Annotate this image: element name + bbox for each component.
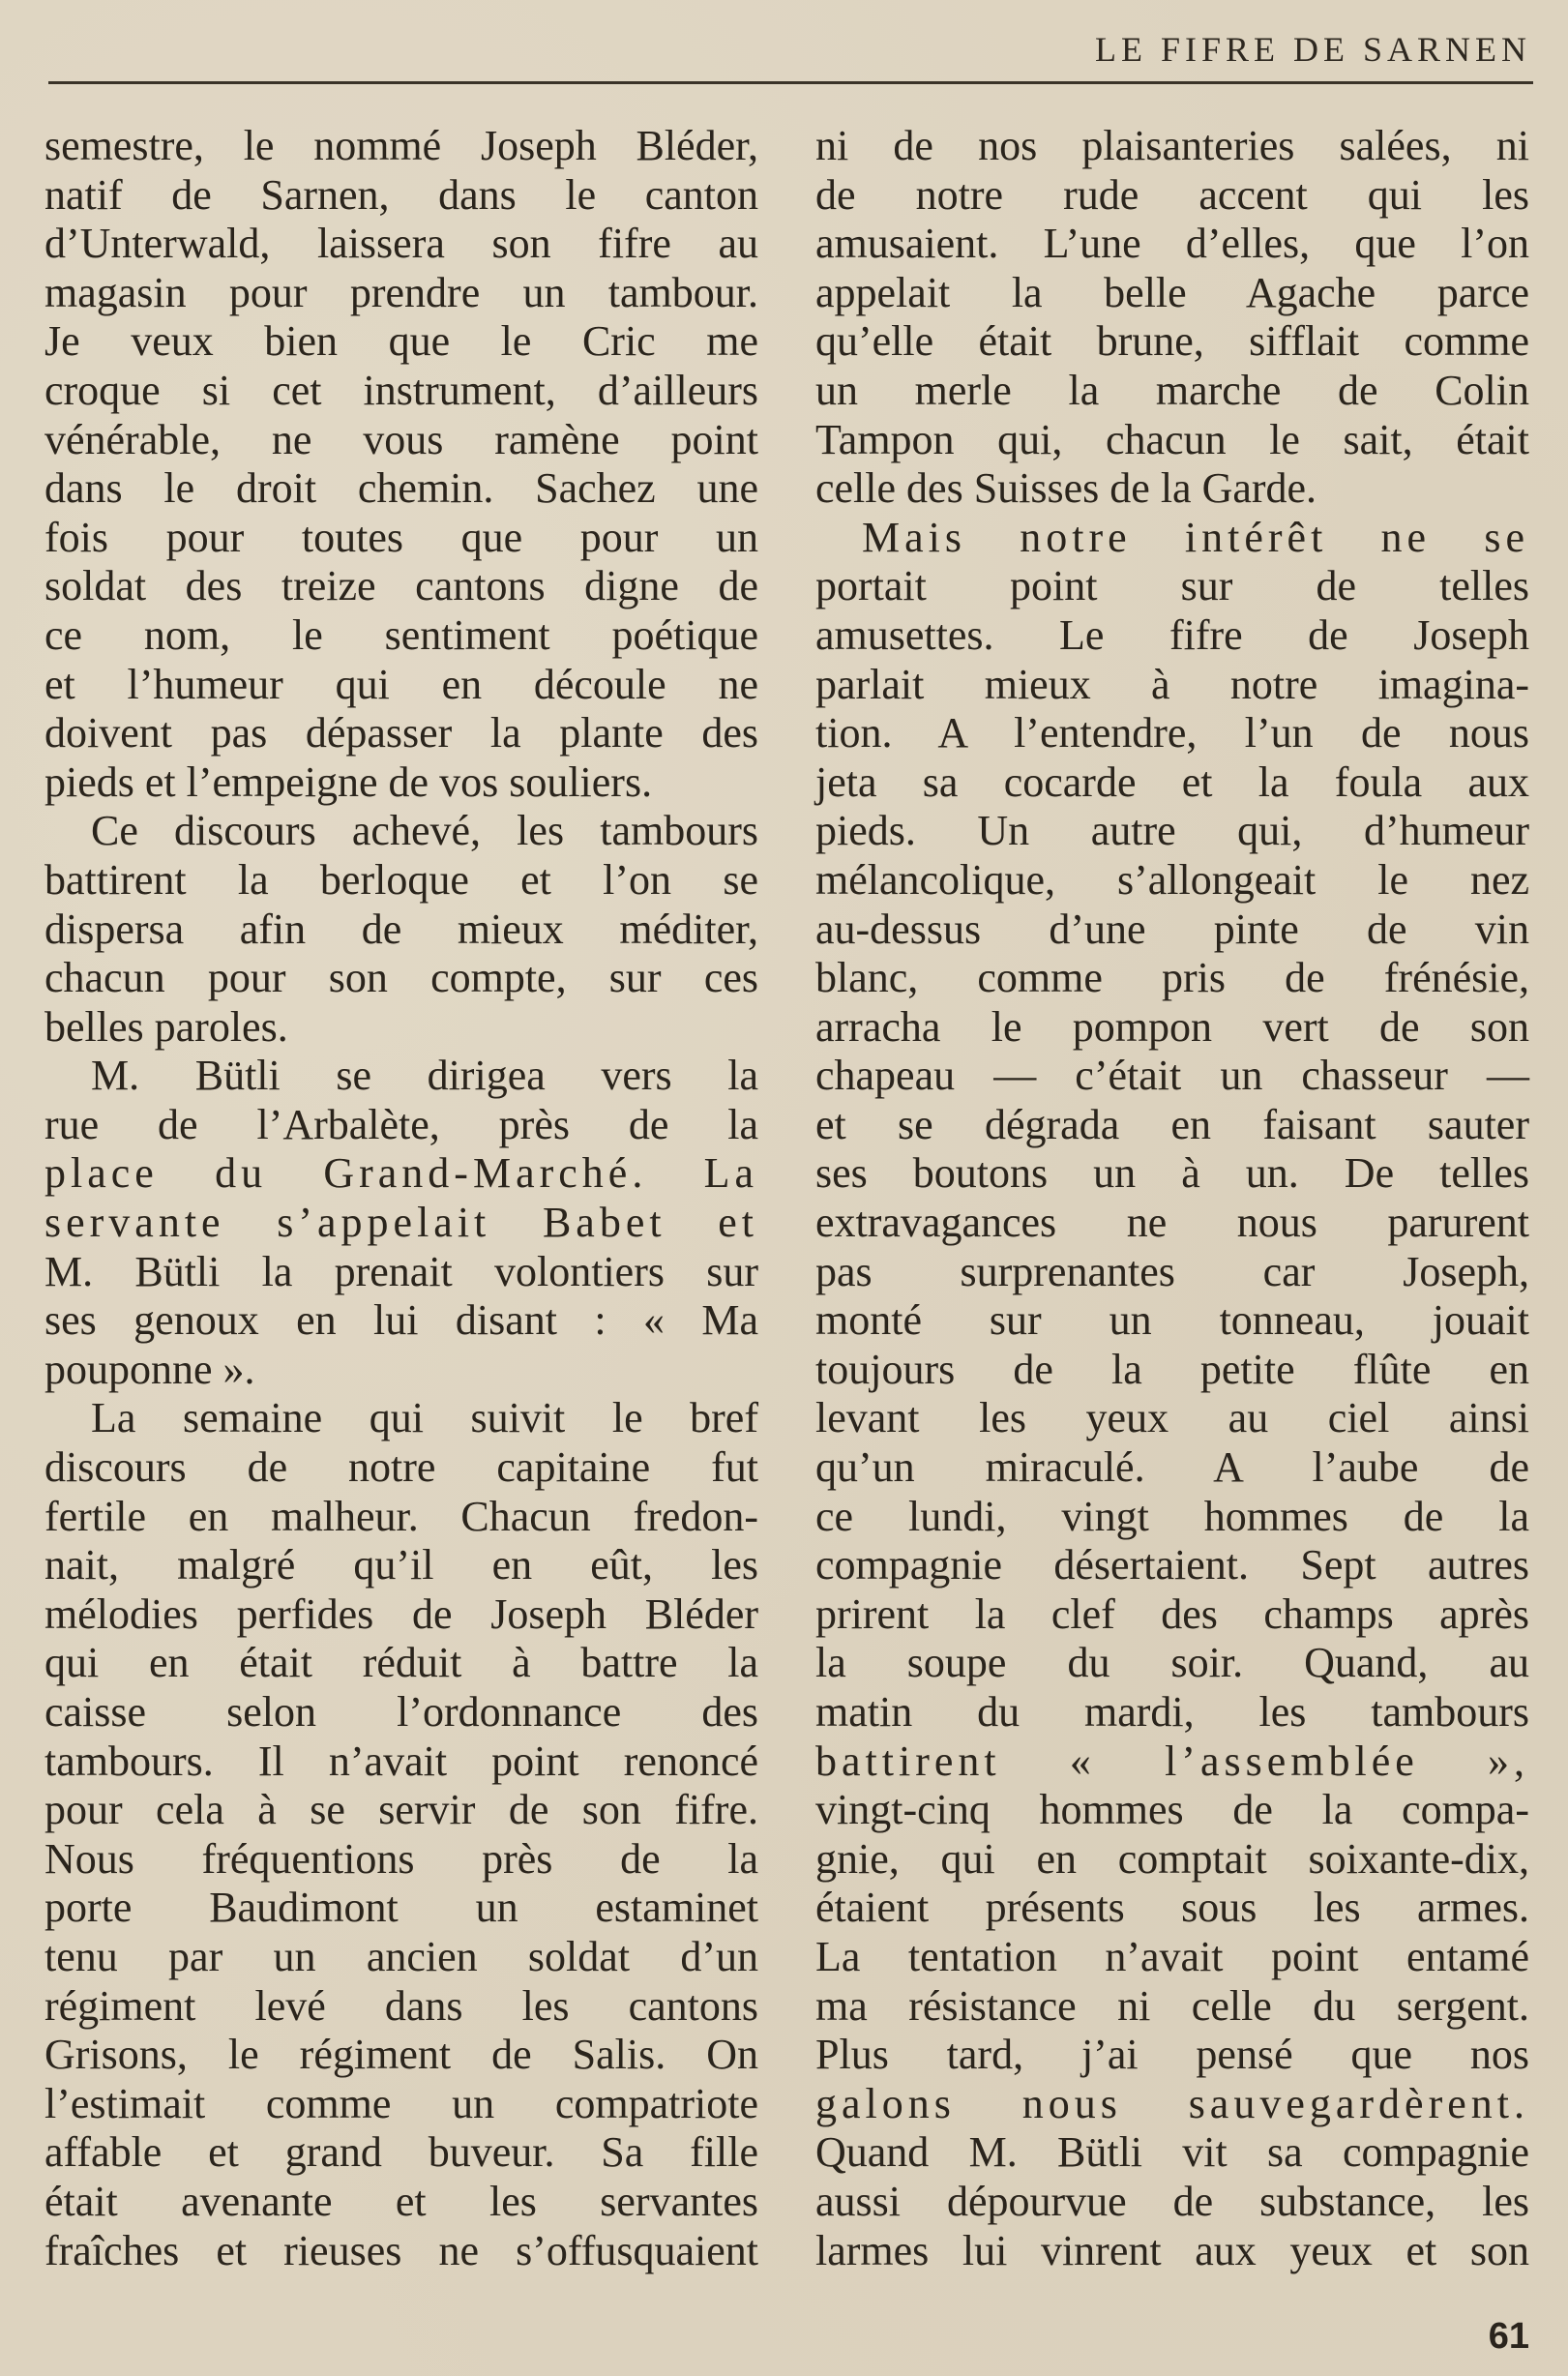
- text-line: soldat des treize cantons digne de: [44, 562, 758, 610]
- text-line: larmes lui vinrent aux yeux et son: [815, 2226, 1529, 2274]
- text-line: pieds et l’empeigne de vos souliers.: [44, 757, 653, 806]
- text-line: Je veux bien que le Cric me: [44, 317, 758, 366]
- text-line: matin du mardi, les tambours: [815, 1688, 1529, 1736]
- text-line: l’estimait comme un compatriote: [44, 2079, 758, 2127]
- text-line: pour cela à se servir de son fifre.: [44, 1786, 758, 1834]
- text-line: belles paroles.: [44, 1002, 288, 1051]
- text-line: toujours de la petite flûte en: [815, 1345, 1529, 1393]
- text-line: Ce discours achevé, les tambours: [91, 807, 758, 855]
- text-line: Nous fréquentions près de la: [44, 1834, 758, 1883]
- text-line: mélodies perfides de Joseph Bléder: [44, 1589, 758, 1638]
- text-line: ses boutons un à un. De telles: [815, 1149, 1529, 1198]
- text-line: ce lundi, vingt hommes de la: [815, 1492, 1529, 1540]
- text-line: étaient présents sous les armes.: [815, 1884, 1529, 1932]
- text-line: dans le droit chemin. Sachez une: [44, 464, 758, 513]
- text-line: parlait mieux à notre imagina-: [815, 660, 1529, 708]
- text-line: affable et grand buveur. Sa fille: [44, 2128, 758, 2177]
- text-line: semestre, le nommé Joseph Bléder,: [44, 122, 758, 169]
- text-line: vénérable, ne vous ramène point: [44, 415, 758, 463]
- text-line: aussi dépourvue de substance, les: [815, 2177, 1529, 2225]
- text-line: était avenante et les servantes: [44, 2177, 758, 2225]
- text-line: pas surprenantes car Joseph,: [815, 1247, 1529, 1295]
- text-line: monté sur un tonneau, jouait: [815, 1296, 1529, 1345]
- page-number: 61: [1488, 2316, 1529, 2357]
- text-line: fertile en malheur. Chacun fredon-: [44, 1492, 758, 1540]
- header-rule: [48, 81, 1533, 84]
- text-line: galons nous sauvegardèrent.: [815, 2079, 1529, 2127]
- text-line: ses genoux en lui disant : « Ma: [44, 1296, 758, 1345]
- text-line: Tampon qui, chacun le sait, était: [815, 415, 1529, 463]
- text-line: arracha le pompon vert de son: [815, 1002, 1529, 1051]
- text-line: magasin pour prendre un tambour.: [44, 268, 758, 316]
- text-line: M. Bütli se dirigea vers la: [91, 1052, 758, 1100]
- text-line: dispersa afin de mieux méditer,: [44, 905, 758, 953]
- text-line: mélancolique, s’allongeait le nez: [815, 855, 1529, 904]
- text-line: gnie, qui en comptait soixante-dix,: [815, 1834, 1529, 1883]
- text-line: pouponne ».: [44, 1345, 255, 1393]
- text-line: qu’elle était brune, sifflait comme: [815, 317, 1529, 366]
- text-line: Mais notre intérêt ne se: [862, 513, 1529, 561]
- text-line: battirent la berloque et l’on se: [44, 855, 758, 904]
- text-line: chapeau — c’était un chasseur —: [815, 1052, 1529, 1100]
- text-line: appelait la belle Agache parce: [815, 268, 1529, 316]
- text-line: doivent pas dépasser la plante des: [44, 709, 758, 757]
- text-line: et l’humeur qui en découle ne: [44, 660, 758, 708]
- text-line: croque si cet instrument, d’ailleurs: [44, 366, 758, 414]
- text-line: au-dessus d’une pinte de vin: [815, 905, 1529, 953]
- text-line: et se dégrada en faisant sauter: [815, 1100, 1529, 1148]
- text-line: ce nom, le sentiment poétique: [44, 610, 758, 659]
- text-line: servante s’appelait Babet et: [44, 1199, 758, 1247]
- text-line: discours de notre capitaine fut: [44, 1443, 758, 1492]
- text-line: porte Baudimont un estaminet: [44, 1884, 758, 1932]
- text-line: amusettes. Le fifre de Joseph: [815, 610, 1529, 659]
- text-line: rue de l’Arbalète, près de la: [44, 1100, 758, 1148]
- text-line: caisse selon l’ordonnance des: [44, 1688, 758, 1736]
- text-line: qui en était réduit à battre la: [44, 1639, 758, 1687]
- text-line: qu’un miraculé. A l’aube de: [815, 1443, 1529, 1492]
- text-line: tion. A l’entendre, l’un de nous: [815, 709, 1529, 757]
- right-column: [815, 122, 1529, 2275]
- text-line: ma résistance ni celle du sergent.: [815, 1981, 1529, 2030]
- text-line: Plus tard, j’ai pensé que nos: [815, 2031, 1529, 2079]
- text-line: la soupe du soir. Quand, au: [815, 1639, 1529, 1687]
- text-line: celle des Suisses de la Garde.: [815, 464, 1317, 513]
- text-line: fraîches et rieuses ne s’offusquaient: [44, 2226, 758, 2274]
- text-line: Grisons, le régiment de Salis. On: [44, 2031, 758, 2079]
- text-line: amusaient. L’une d’elles, que l’on: [815, 220, 1529, 268]
- text-line: vingt-cinq hommes de la compa-: [815, 1786, 1529, 1834]
- text-line: tenu par un ancien soldat d’un: [44, 1932, 758, 1980]
- text-line: place du Grand-Marché. La: [44, 1149, 758, 1198]
- text-line: d’Unterwald, laissera son fifre au: [44, 220, 758, 268]
- text-line: La semaine qui suivit le bref: [91, 1394, 758, 1442]
- text-line: de notre rude accent qui les: [815, 170, 1529, 219]
- text-line: prirent la clef des champs après: [815, 1589, 1529, 1638]
- text-line: régiment levé dans les cantons: [44, 1981, 758, 2030]
- text-line: fois pour toutes que pour un: [44, 513, 758, 561]
- text-line: M. Bütli la prenait volontiers sur: [44, 1247, 758, 1295]
- text-line: ni de nos plaisanteries salées, ni: [815, 122, 1529, 169]
- left-column: [44, 122, 758, 2275]
- text-line: natif de Sarnen, dans le canton: [44, 170, 758, 219]
- text-line: compagnie désertaient. Sept autres: [815, 1541, 1529, 1589]
- text-line: extravagances ne nous parurent: [815, 1199, 1529, 1247]
- text-line: tambours. Il n’avait point renoncé: [44, 1737, 758, 1785]
- text-line: nait, malgré qu’il en eût, les: [44, 1541, 758, 1589]
- text-line: un merle la marche de Colin: [815, 366, 1529, 414]
- text-line: portait point sur de telles: [815, 562, 1529, 610]
- text-line: battirent « l’assemblée »,: [815, 1737, 1529, 1785]
- text-line: blanc, comme pris de frénésie,: [815, 954, 1529, 1002]
- text-line: pieds. Un autre qui, d’humeur: [815, 807, 1529, 855]
- running-head: LE FIFRE DE SARNEN: [1094, 30, 1531, 69]
- text-line: levant les yeux au ciel ainsi: [815, 1394, 1529, 1442]
- text-line: chacun pour son compte, sur ces: [44, 954, 758, 1002]
- text-line: La tentation n’avait point entamé: [815, 1932, 1529, 1980]
- text-line: Quand M. Bütli vit sa compagnie: [815, 2128, 1529, 2177]
- text-line: jeta sa cocarde et la foula aux: [815, 757, 1529, 806]
